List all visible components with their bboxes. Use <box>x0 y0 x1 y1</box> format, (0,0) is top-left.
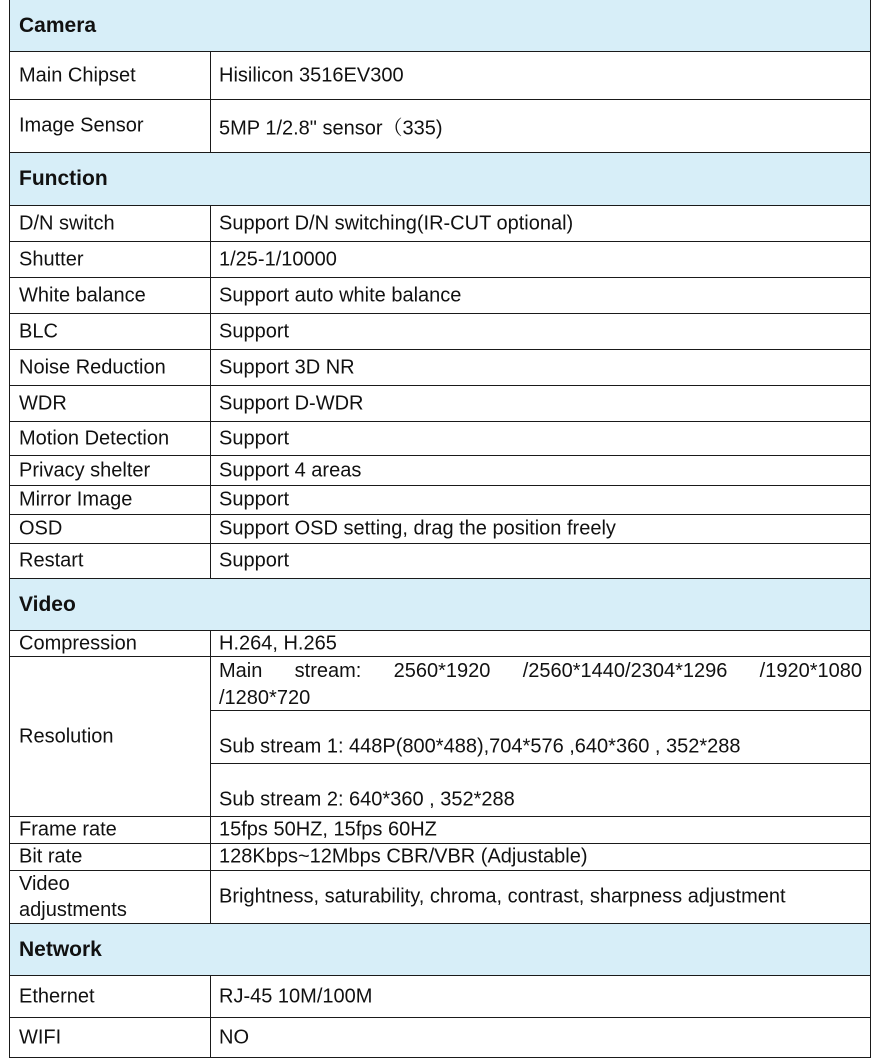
table-row <box>10 314 870 350</box>
main-word: /1920*1080 <box>759 660 862 682</box>
table-row <box>10 422 870 456</box>
row-value: 15fps 50HZ, 15fps 60HZ <box>219 818 437 841</box>
main-word: 2560*1920 <box>393 660 491 682</box>
row-label: Noise Reduction <box>19 356 166 378</box>
row-label: Ethernet <box>19 985 95 1007</box>
row-value: RJ-45 10M/100M <box>219 985 373 1007</box>
row-label: Bit rate <box>19 845 83 868</box>
row-label: Image Sensor <box>19 114 144 137</box>
row-value: Support <box>219 488 290 511</box>
row-label: WDR <box>19 392 67 414</box>
table-row <box>10 515 870 544</box>
table-row <box>10 206 870 242</box>
section-header-network <box>10 924 870 976</box>
main-word: stream: <box>294 660 362 682</box>
row-value: Support 4 areas <box>219 459 362 481</box>
table-row <box>10 242 870 278</box>
column-divider <box>210 976 211 1058</box>
spec-table <box>9 0 871 1058</box>
table-row <box>10 486 870 515</box>
row-label: OSD <box>19 517 63 540</box>
table-row <box>10 456 870 486</box>
row-value: 1/25-1/10000 <box>219 248 337 270</box>
row-label: Shutter <box>19 248 84 270</box>
section-title: Camera <box>19 13 97 37</box>
sub-divider <box>210 763 870 764</box>
table-row <box>10 976 870 1018</box>
row-label: White balance <box>19 284 146 306</box>
table-row <box>10 1018 870 1058</box>
row-value: Support <box>219 427 290 449</box>
column-divider <box>210 206 211 579</box>
main-word: /2560*1440/2304*1296 <box>522 660 728 682</box>
row-label <box>19 871 127 923</box>
row-value: Hisilicon 3516EV300 <box>219 64 404 86</box>
table-row <box>10 844 870 871</box>
row-label: Privacy shelter <box>19 459 151 481</box>
table-row <box>10 871 870 924</box>
resolution-sub-stream-2: Sub stream 2: 640*360 , 352*288 <box>219 788 515 811</box>
resolution-main-stream <box>219 658 862 712</box>
row-value: Brightness, saturability, chroma, contrast, sharpness adjustment <box>219 885 786 908</box>
row-label: Frame rate <box>19 818 117 841</box>
table-row <box>10 100 870 153</box>
table-row <box>10 817 870 844</box>
label-line: adjustments <box>19 899 127 921</box>
row-value: 128Kbps~12Mbps CBR/VBR (Adjustable) <box>219 845 588 868</box>
section-title: Video <box>19 592 76 616</box>
row-label: Motion Detection <box>19 427 170 449</box>
table-row <box>10 631 870 657</box>
row-value: H.264, H.265 <box>219 632 337 654</box>
sub-divider <box>210 710 870 711</box>
row-value: Support OSD setting, drag the position freely <box>219 517 616 540</box>
table-row <box>10 386 870 422</box>
row-value: Support <box>219 549 290 572</box>
section-header-camera <box>10 0 870 52</box>
row-label: BLC <box>19 320 58 342</box>
resolution-sub-stream-1: Sub stream 1: 448P(800*488),704*576 ,640*360 , 352*288 <box>219 735 741 758</box>
row-value: 5MP 1/2.8" sensor（335) <box>219 117 443 140</box>
row-label: Main Chipset <box>19 64 136 86</box>
row-value: Support 3D NR <box>219 356 355 378</box>
row-value: Support D/N switching(IR-CUT optional) <box>219 212 574 234</box>
row-label: WIFI <box>19 1026 62 1048</box>
row-label: Mirror Image <box>19 488 133 511</box>
column-divider <box>210 631 211 924</box>
table-row <box>10 52 870 100</box>
resolution-row <box>10 657 870 817</box>
section-title: Function <box>19 167 108 190</box>
row-value: Support <box>219 320 290 342</box>
row-value: NO <box>219 1026 249 1048</box>
table-row <box>10 350 870 386</box>
section-header-video <box>10 579 870 631</box>
table-row <box>10 544 870 579</box>
column-divider <box>210 52 211 153</box>
main-word: Main <box>219 660 263 682</box>
section-header-function <box>10 153 870 206</box>
row-value: Support D-WDR <box>219 392 364 414</box>
label-line: Video <box>19 873 70 895</box>
section-title: Network <box>19 937 102 961</box>
row-label: Compression <box>19 632 137 654</box>
main-line2: /1280*720 <box>219 687 311 709</box>
row-label: Resolution <box>19 725 114 747</box>
row-label: Restart <box>19 549 84 572</box>
row-label: D/N switch <box>19 212 115 234</box>
table-row <box>10 278 870 314</box>
row-value: Support auto white balance <box>219 284 462 306</box>
